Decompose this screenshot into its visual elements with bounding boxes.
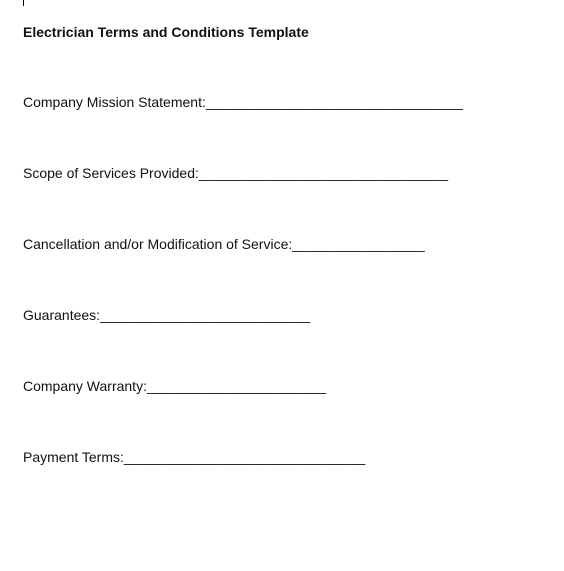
field-label: Company Warranty: xyxy=(23,378,147,394)
field-label: Company Mission Statement: xyxy=(23,94,206,110)
field-label: Payment Terms: xyxy=(23,449,124,465)
document-title: Electrician Terms and Conditions Template xyxy=(23,24,309,40)
field-label: Scope of Services Provided: xyxy=(23,165,199,181)
field-guarantees xyxy=(23,307,310,324)
field-label: Guarantees: xyxy=(23,307,101,323)
field-payment-terms xyxy=(23,449,365,466)
text-cursor xyxy=(23,0,24,6)
fill-in-blank[interactable]: _______________________ xyxy=(146,378,327,394)
field-cancellation-modification xyxy=(23,236,425,253)
fill-in-blank[interactable]: _________________ xyxy=(292,236,425,252)
field-scope-of-services xyxy=(23,165,448,182)
fill-in-blank[interactable]: _________________________________ xyxy=(205,94,463,110)
fill-in-blank[interactable]: ________________________________ xyxy=(198,165,449,181)
field-company-mission-statement xyxy=(23,94,463,111)
fill-in-blank[interactable]: ___________________________ xyxy=(100,307,311,323)
field-company-warranty xyxy=(23,378,326,395)
fill-in-blank[interactable]: _______________________________ xyxy=(123,449,366,465)
field-label: Cancellation and/or Modification of Service: xyxy=(23,236,293,252)
